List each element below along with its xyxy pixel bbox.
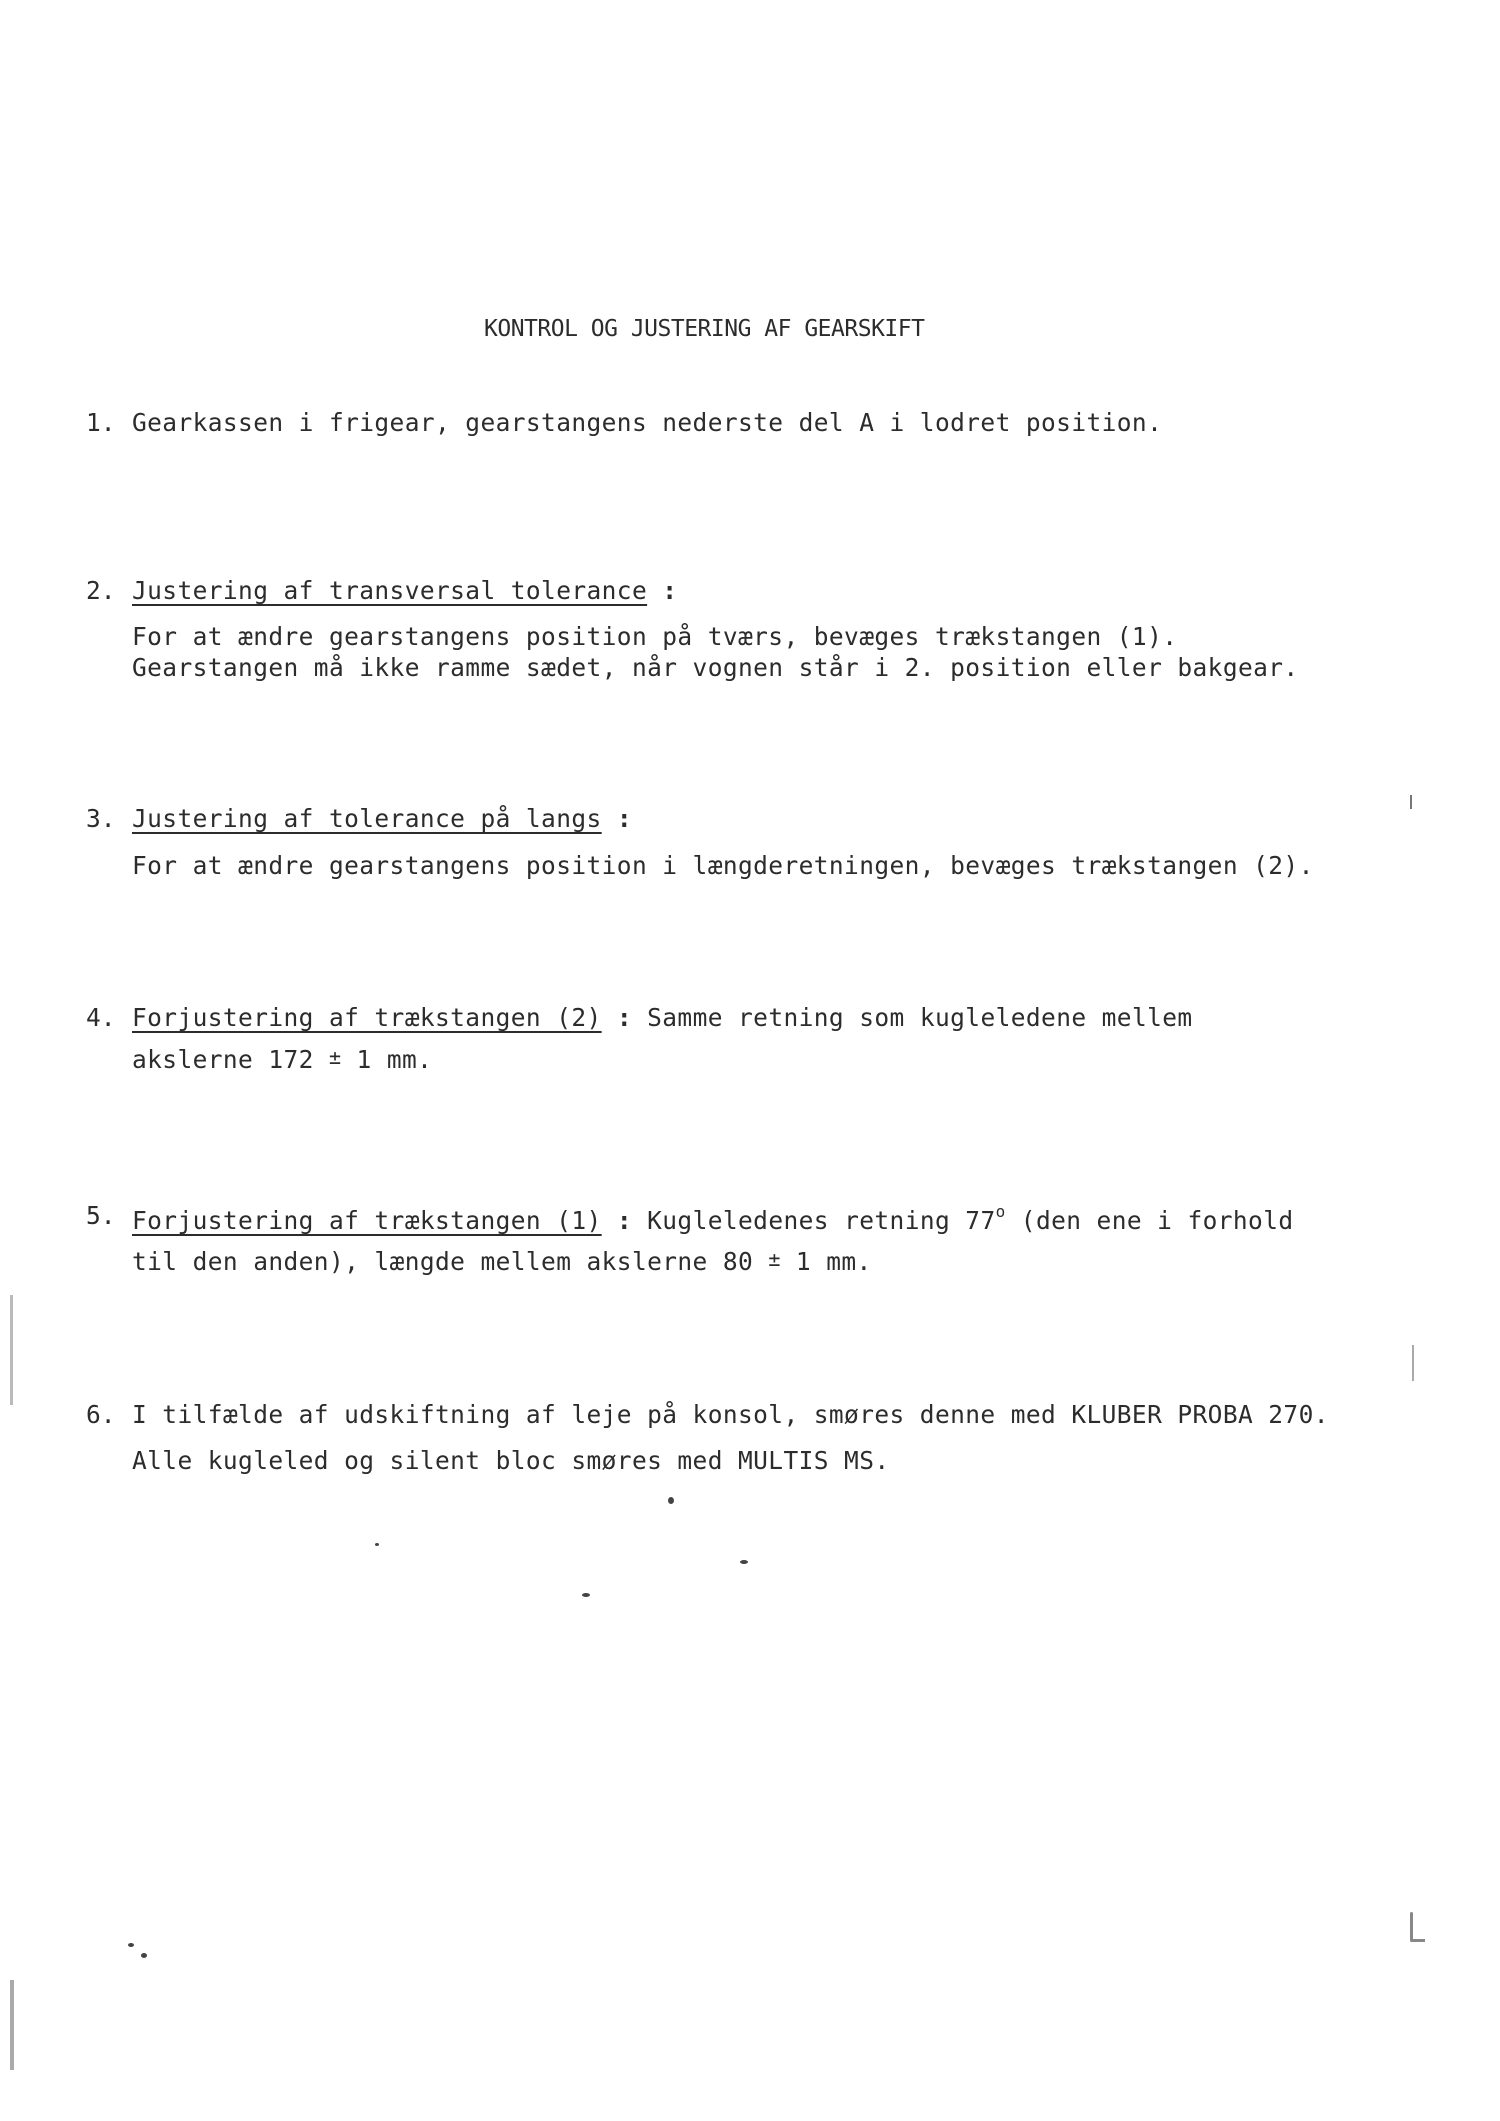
item-4-text: Samme retning som kugleledene mellem [631,1003,1193,1032]
scan-speck [141,1953,147,1958]
item-2-text-line-1: For at ændre gearstangens position på tværs, bevæges trækstangen (1). [132,622,1178,651]
binder-hole-mark [1412,1345,1414,1381]
item-4-dimension-label: akslerne 172 [132,1045,329,1074]
binder-hole-mark [1410,1912,1413,1942]
item-5-number: 5. [86,1201,116,1230]
scan-speck [128,1943,134,1947]
item-6-number: 6. [86,1400,116,1429]
item-1-number: 1. [86,408,116,437]
item-5-separator: : [601,1206,632,1235]
item-3-heading: Justering af tolerance på langs [132,804,602,833]
item-2-heading-line [132,576,678,605]
binder-hole-mark [1411,1939,1425,1942]
item-3-number: 3. [86,804,116,833]
scan-speck [375,1543,379,1546]
item-5-text-b: (den ene i forhold [1005,1206,1294,1235]
item-5-dimension-label: til den anden), længde mellem akslerne 80 [132,1247,769,1276]
item-1-text: Gearkassen i frigear, gearstangens nederste del A i lodret position. [132,408,1163,437]
item-5-degree: o [995,1202,1006,1221]
item-4-heading: Forjustering af trækstangen (2) [132,1003,602,1032]
item-4-number: 4. [86,1003,116,1032]
item-3-text-line-1: For at ændre gearstangens position i længderetningen, bevæges trækstangen (2). [132,851,1314,880]
scan-edge-mark [10,1295,13,1405]
scan-speck [740,1560,748,1564]
document-title: KONTROL OG JUSTERING AF GEARSKIFT [484,316,925,342]
item-2-number: 2. [86,576,116,605]
scan-edge-mark [10,1980,14,2070]
item-3-separator: : [601,804,632,833]
item-5-dimension-tolerance: 1 mm. [780,1247,872,1276]
item-2-separator: : [647,576,678,605]
item-4-plus-minus: ± [328,1045,342,1069]
item-4-heading-line [132,1003,1193,1032]
item-6-text-line-2: Alle kugleled og silent bloc smøres med MULTIS MS. [132,1446,890,1475]
item-4-text-line-2 [132,1045,433,1074]
item-2-text-line-2: Gearstangen må ikke ramme sædet, når vognen står i 2. position eller bakgear. [132,653,1299,682]
scan-speck [668,1497,674,1504]
item-3-heading-line [132,804,632,833]
item-6-text-line-1: I tilfælde af udskiftning af leje på konsol, smøres denne med KLUBER PROBA 270. [132,1400,1329,1429]
item-5-text-line-2 [132,1247,872,1276]
binder-hole-mark [1410,795,1412,809]
item-4-dimension-tolerance: 1 mm. [341,1045,433,1074]
item-5-text-a: Kugleledenes retning 77 [631,1206,996,1235]
item-5-heading-line [132,1204,1294,1234]
item-5-heading: Forjustering af trækstangen (1) [132,1206,602,1235]
item-2-heading: Justering af transversal tolerance [132,576,648,605]
item-5-plus-minus: ± [768,1247,781,1271]
item-4-separator: : [601,1003,632,1032]
scan-speck [582,1593,590,1597]
